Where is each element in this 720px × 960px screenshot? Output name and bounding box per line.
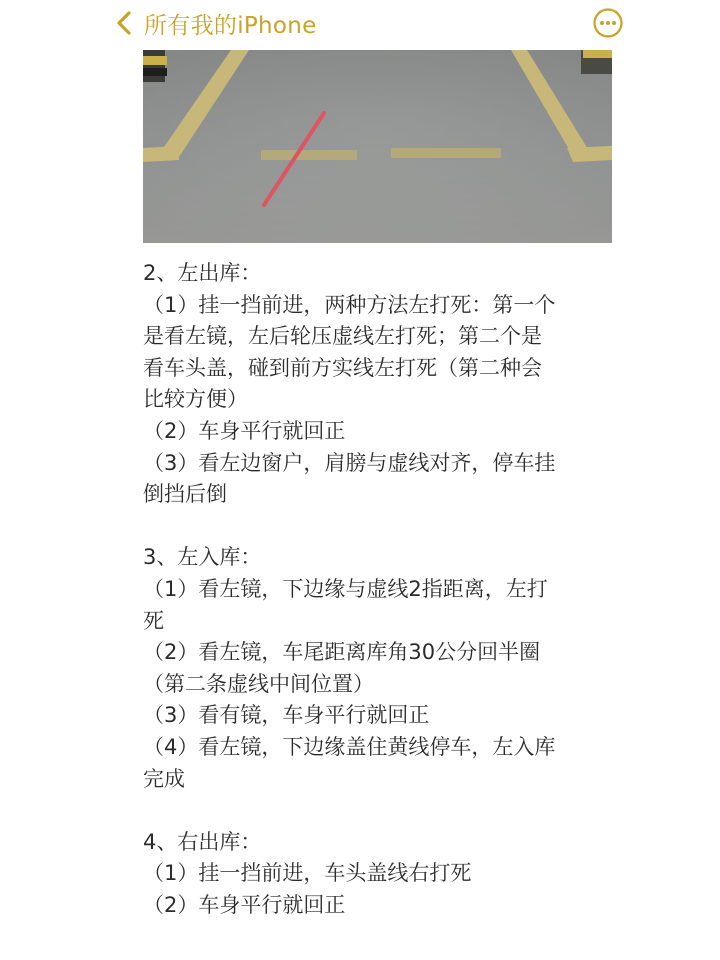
navigation-bar xyxy=(0,0,720,46)
note-line: 倒挡后倒 xyxy=(143,482,227,507)
note-line: 看车头盖，碰到前方实线左打死（第二种会 xyxy=(143,355,542,380)
note-line: （3）看左边窗户，肩膀与虚线对齐，停车挂 xyxy=(143,450,556,475)
paragraph-gap xyxy=(143,511,618,543)
parking-lot-photo xyxy=(143,50,612,243)
section-heading: 3、左入库： xyxy=(143,545,262,570)
note-line: （2）车身平行就回正 xyxy=(143,892,346,917)
note-line: （第二条虚线中间位置） xyxy=(143,671,374,696)
note-line: （1）看左镜，下边缘与虚线2指距离，左打 xyxy=(143,576,548,601)
back-button-label: 所有我的iPhone xyxy=(144,12,317,39)
note-line: （3）看有镜，车身平行就回正 xyxy=(143,703,430,728)
note-line: （2）车身平行就回正 xyxy=(143,418,346,443)
note-body[interactable] xyxy=(143,258,618,921)
note-line: （1）挂一挡前进，两种方法左打死：第一个 xyxy=(143,292,556,317)
section-heading: 2、左出库： xyxy=(143,261,262,285)
back-button[interactable] xyxy=(114,4,317,42)
chevron-left-icon xyxy=(114,10,136,36)
note-line: （4）看左镜，下边缘盖住黄线停车，左入库 xyxy=(143,734,556,759)
note-line: （1）挂一挡前进，车头盖线右打死 xyxy=(143,861,472,886)
ellipsis-circle-icon[interactable] xyxy=(592,7,624,39)
note-line: 完成 xyxy=(143,766,185,791)
paragraph-gap xyxy=(143,795,618,827)
note-line: 比较方便） xyxy=(143,387,248,412)
note-line: 是看左镜，左后轮压虚线左打死；第二个是 xyxy=(143,324,542,349)
note-line: 死 xyxy=(143,608,164,633)
section-heading: 4、右出库： xyxy=(143,829,262,854)
note-line: （2）看左镜，车尾距离库角30公分回半圈 xyxy=(143,640,541,665)
